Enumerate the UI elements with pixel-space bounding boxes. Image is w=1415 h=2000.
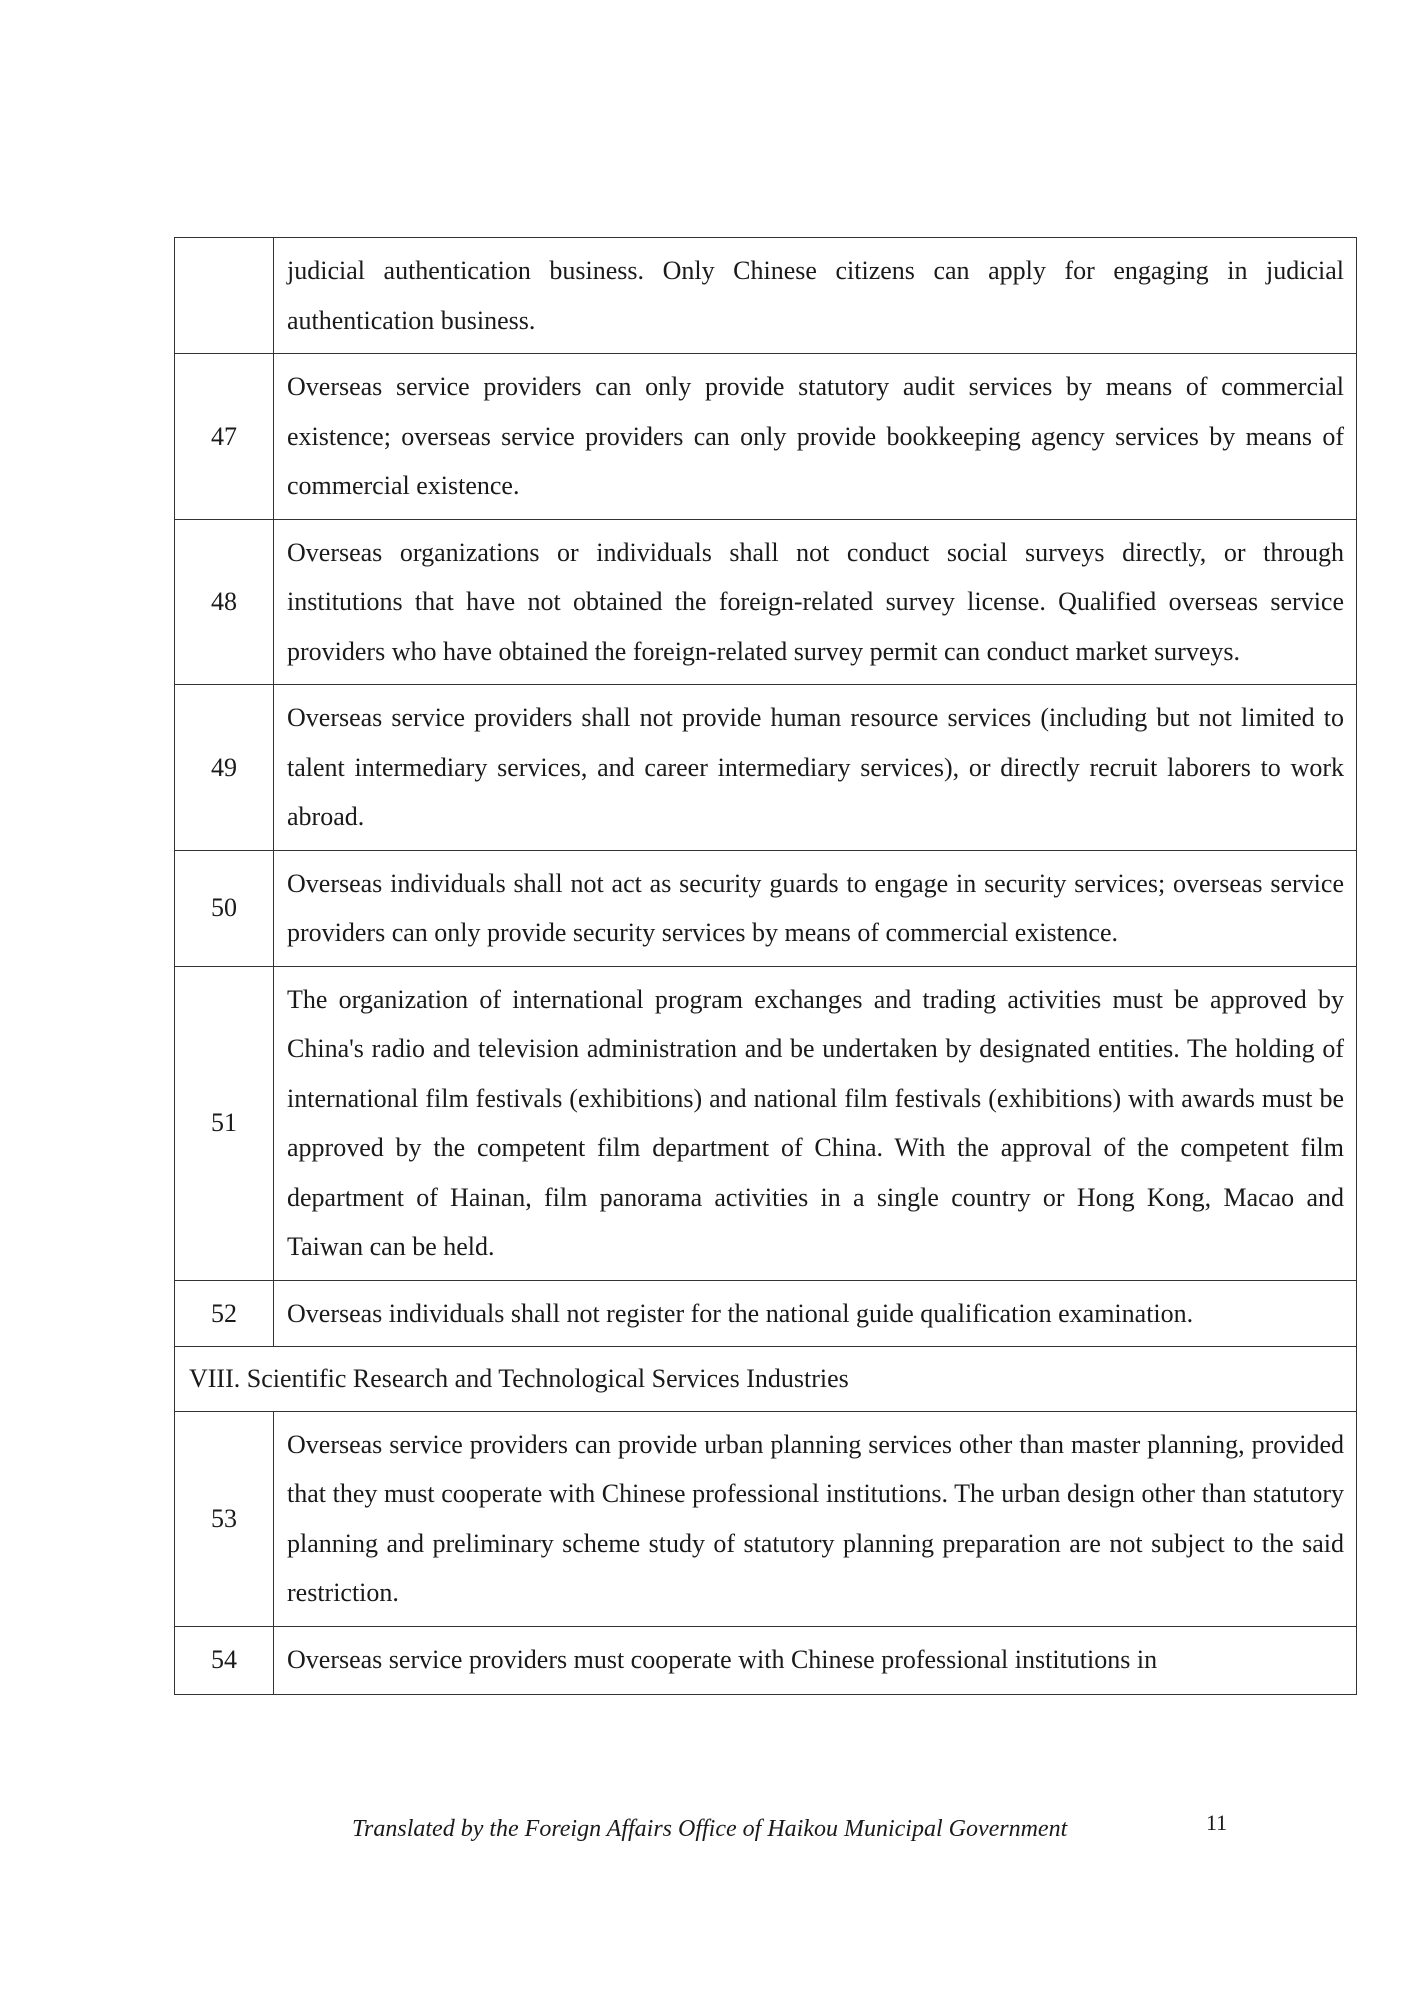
item-text: The organization of international program exchanges and trading activities must be approved by China's radio and television administration and be undertaken by designated entities. The holding of international film festivals (exhibitions) and national film festivals (exhibitions) with awards must be approved by the competent film department of China. With the approval of the competent film department of Hainan, film panorama activities in a single country or Hong Kong, Macao and Taiwan can be held. (274, 966, 1357, 1280)
table-row (175, 1280, 1357, 1347)
page-number: 11 (1206, 1810, 1228, 1835)
item-number: 48 (175, 519, 274, 685)
table-row (175, 1411, 1357, 1626)
table-row (175, 238, 1357, 354)
section-heading-row (175, 1347, 1357, 1412)
item-number: 54 (175, 1626, 274, 1695)
item-text: Overseas individuals shall not register for the national guide qualification examination. (274, 1280, 1357, 1347)
item-number: 52 (175, 1280, 274, 1347)
item-number: 50 (175, 850, 274, 966)
restrictions-table (174, 237, 1357, 1695)
item-text: Overseas service providers must cooperate with Chinese professional institutions in (274, 1626, 1357, 1695)
table-row (175, 685, 1357, 851)
item-text: Overseas organizations or individuals shall not conduct social surveys directly, or through institutions that have not obtained the foreign-related survey license. Qualified overseas service providers who have obtained the foreign-related survey permit can conduct market surveys. (274, 519, 1357, 685)
section-heading: VIII. Scientific Research and Technological Services Industries (175, 1347, 1357, 1412)
item-number: 47 (175, 354, 274, 520)
item-text: judicial authentication business. Only Chinese citizens can apply for engaging in judicial authentication business. (274, 238, 1357, 354)
item-text: Overseas service providers can only provide statutory audit services by means of commercial existence; overseas service providers can only provide bookkeeping agency services by means of commercial existence. (274, 354, 1357, 520)
table-row (175, 966, 1357, 1280)
item-number (175, 238, 274, 354)
item-text: Overseas service providers can provide urban planning services other than master planning, provided that they must cooperate with Chinese professional institutions. The urban design other than statutory planning and preliminary scheme study of statutory planning preparation are not subject to the said restriction. (274, 1411, 1357, 1626)
table-row (175, 519, 1357, 685)
footer-translator-note: Translated by the Foreign Affairs Office of Haikou Municipal Government (352, 1816, 1068, 1842)
item-number: 51 (175, 966, 274, 1280)
item-number: 49 (175, 685, 274, 851)
table-row (175, 1626, 1357, 1695)
table-row (175, 850, 1357, 966)
table-row (175, 354, 1357, 520)
item-text: Overseas service providers shall not provide human resource services (including but not limited to talent intermediary services, and career intermediary services), or directly recruit laborers to work abroad. (274, 685, 1357, 851)
item-text: Overseas individuals shall not act as security guards to engage in security services; overseas service providers can only provide security services by means of commercial existence. (274, 850, 1357, 966)
item-number: 53 (175, 1411, 274, 1626)
